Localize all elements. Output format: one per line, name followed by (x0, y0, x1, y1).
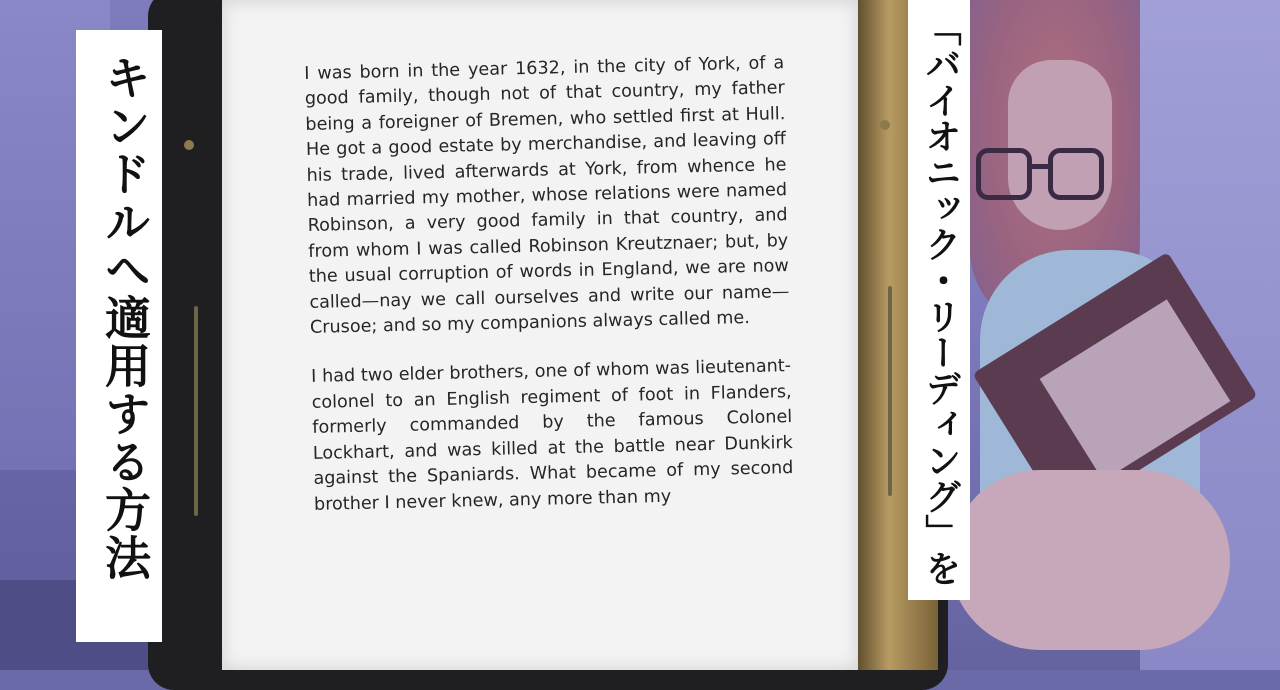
girl-face (1008, 60, 1112, 230)
ereader-side-slot (194, 306, 198, 516)
book-paragraph: I was born in the year 1632, in the city of York, of a good family, though not of that country, my father being a foreigner of Bremen, who settled first at Hull. He got a good estate by merchandise, and leaving off his trade, lived afterwards at York, from whence he had married my mother, whose relations were named Robinson, a very good family in that country, and from whom I was called Robinson Kreutznaer; but, by the usual corruption of words in England, we are now called—nay we call ourselves and write our name—Crusoe; and so my companions always called me. (304, 53, 790, 338)
ereader-screen (222, 0, 858, 670)
glasses-left-lens (976, 148, 1032, 200)
girl-legs (950, 470, 1230, 650)
background-photo-girl-reading (940, 0, 1280, 670)
ereader-light-dot (880, 120, 890, 130)
ereader-side-slot (888, 286, 892, 496)
glasses-right-lens (1048, 148, 1104, 200)
title-panel-left (76, 30, 162, 642)
ereader-light-dot (184, 140, 194, 150)
book-page-text (304, 51, 795, 542)
book-paragraph: I had two elder brothers, one of whom was lieutenant-colonel to an English regiment of foot in Flanders, formerly commanded by the famous Colonel Lockhart, and was killed at the battle near Dunkirk against the Spaniards. What became of my second brother I never knew, any more than my (310, 356, 794, 515)
title-right-text: 「バイオニック・リーディング」を (920, 10, 962, 586)
glasses-bridge (1030, 164, 1050, 169)
title-left-text: キンドルへ適用する方法 (98, 54, 152, 582)
title-panel-right (908, 0, 970, 600)
